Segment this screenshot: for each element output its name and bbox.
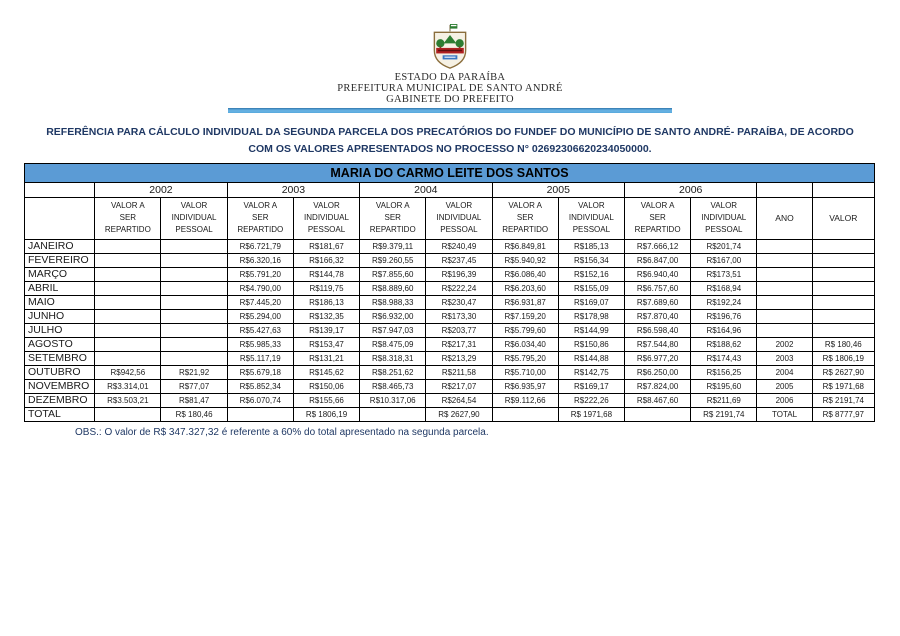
col-header-pessoal bbox=[426, 197, 492, 239]
col-header-line: VALOR bbox=[445, 201, 473, 211]
value-cell: R$5.710,00 bbox=[492, 365, 558, 379]
col-header-line: SER bbox=[649, 213, 666, 223]
value-cell: R$6.203,60 bbox=[492, 281, 558, 295]
col-header-pessoal bbox=[293, 197, 359, 239]
month-row bbox=[25, 267, 875, 281]
precatorio-table-body bbox=[25, 239, 875, 421]
col-header-line: VALOR bbox=[313, 201, 340, 211]
value-cell: R$196,76 bbox=[691, 309, 757, 323]
valor-cell bbox=[812, 253, 874, 267]
value-cell: R$222,26 bbox=[558, 393, 624, 407]
value-cell: R$5.985,33 bbox=[227, 337, 293, 351]
empty-cell bbox=[757, 182, 812, 197]
col-header-repartido bbox=[624, 197, 690, 239]
col-header-line: PESSOAL bbox=[440, 225, 478, 235]
value-cell: R$6.935,97 bbox=[492, 379, 558, 393]
year-header-2002: 2002 bbox=[95, 182, 227, 197]
year-header-2005: 2005 bbox=[492, 182, 624, 197]
col-header-line: VALOR A bbox=[111, 201, 145, 211]
value-cell: R$7.870,40 bbox=[624, 309, 690, 323]
value-cell: R$ 2627,90 bbox=[426, 407, 492, 421]
col-header-line: INDIVIDUAL bbox=[304, 213, 349, 223]
value-cell: R$169,17 bbox=[558, 379, 624, 393]
value-cell: R$201,74 bbox=[691, 239, 757, 253]
col-header-line: REPARTIDO bbox=[502, 225, 549, 235]
value-cell: R$173,30 bbox=[426, 309, 492, 323]
value-cell: R$145,62 bbox=[293, 365, 359, 379]
row-label: MARÇO bbox=[25, 267, 95, 281]
row-label: OUTUBRO bbox=[25, 365, 95, 379]
value-cell: R$7.855,60 bbox=[360, 267, 426, 281]
value-cell: R$217,31 bbox=[426, 337, 492, 351]
value-cell: R$942,56 bbox=[95, 365, 161, 379]
col-header-line: INDIVIDUAL bbox=[568, 213, 614, 223]
value-cell: R$132,35 bbox=[293, 309, 359, 323]
value-cell: R$188,62 bbox=[691, 337, 757, 351]
valor-cell bbox=[812, 323, 874, 337]
col-header-line: VALOR A bbox=[508, 201, 542, 211]
value-cell: R$ 2191,74 bbox=[691, 407, 757, 421]
value-cell bbox=[95, 281, 161, 295]
value-cell: R$150,86 bbox=[558, 337, 624, 351]
row-label: MAIO bbox=[25, 295, 95, 309]
row-label: FEVEREIRO bbox=[25, 253, 95, 267]
value-cell bbox=[95, 407, 161, 421]
col-header-line: PESSOAL bbox=[572, 225, 611, 235]
valor-cell: R$ 180,46 bbox=[812, 337, 874, 351]
value-cell: R$3.503,21 bbox=[95, 393, 161, 407]
valor-cell: R$ 1971,68 bbox=[812, 379, 874, 393]
value-cell: R$195,60 bbox=[691, 379, 757, 393]
value-cell: R$150,06 bbox=[293, 379, 359, 393]
month-row bbox=[25, 239, 875, 253]
value-cell bbox=[95, 351, 161, 365]
value-cell: R$8.465,73 bbox=[360, 379, 426, 393]
value-cell: R$7.947,03 bbox=[360, 323, 426, 337]
value-cell: R$153,47 bbox=[293, 337, 359, 351]
value-cell: R$155,66 bbox=[293, 393, 359, 407]
ano-cell bbox=[757, 309, 812, 323]
value-cell bbox=[161, 281, 227, 295]
person-name: MARIA DO CARMO LEITE DOS SANTOS bbox=[25, 163, 875, 182]
value-cell: R$6.847,00 bbox=[624, 253, 690, 267]
col-header-line: INDIVIDUAL bbox=[171, 213, 217, 223]
value-cell bbox=[161, 239, 227, 253]
month-row bbox=[25, 379, 875, 393]
value-cell: R$5.852,34 bbox=[227, 379, 293, 393]
value-cell bbox=[624, 407, 690, 421]
value-cell: R$144,88 bbox=[558, 351, 624, 365]
col-header-repartido bbox=[95, 197, 161, 239]
col-header-line: INDIVIDUAL bbox=[436, 213, 482, 223]
col-header-line: REPARTIDO bbox=[634, 225, 681, 235]
value-cell: R$9.112,66 bbox=[492, 393, 558, 407]
col-header-line: SER bbox=[516, 213, 534, 223]
valor-cell: R$ 2191,74 bbox=[812, 393, 874, 407]
ano-cell: 2003 bbox=[757, 351, 812, 365]
value-cell: R$8.475,09 bbox=[360, 337, 426, 351]
value-cell: R$237,45 bbox=[426, 253, 492, 267]
col-header-line: VALOR A bbox=[243, 201, 278, 211]
row-label: JULHO bbox=[25, 323, 95, 337]
value-cell: R$8.251,62 bbox=[360, 365, 426, 379]
ano-cell: TOTAL bbox=[757, 407, 812, 421]
value-cell: R$6.320,16 bbox=[227, 253, 293, 267]
row-label: NOVEMBRO bbox=[25, 379, 95, 393]
year-header-2004: 2004 bbox=[360, 182, 492, 197]
value-cell: R$5.791,20 bbox=[227, 267, 293, 281]
value-cell: R$203,77 bbox=[426, 323, 492, 337]
value-cell: R$6.977,20 bbox=[624, 351, 690, 365]
value-cell: R$7.689,60 bbox=[624, 295, 690, 309]
col-header-repartido bbox=[360, 197, 426, 239]
value-cell: R$21,92 bbox=[161, 365, 227, 379]
value-cell: R$156,25 bbox=[691, 365, 757, 379]
year-header-2003: 2003 bbox=[227, 182, 359, 197]
value-cell bbox=[95, 239, 161, 253]
value-cell: R$7.544,80 bbox=[624, 337, 690, 351]
ano-cell: 2004 bbox=[757, 365, 812, 379]
month-row bbox=[25, 281, 875, 295]
coat-of-arms-icon bbox=[427, 24, 473, 70]
value-cell bbox=[161, 337, 227, 351]
column-header-row bbox=[25, 197, 875, 239]
value-cell bbox=[161, 323, 227, 337]
value-cell: R$169,07 bbox=[558, 295, 624, 309]
col-header-line: SER bbox=[384, 213, 401, 223]
valor-cell bbox=[812, 295, 874, 309]
valor-cell: R$ 8777,97 bbox=[812, 407, 874, 421]
value-cell: R$6.034,40 bbox=[492, 337, 558, 351]
value-cell: R$131,21 bbox=[293, 351, 359, 365]
col-header-line: VALOR A bbox=[375, 201, 410, 211]
value-cell: R$156,34 bbox=[558, 253, 624, 267]
value-cell: R$6.849,81 bbox=[492, 239, 558, 253]
col-header-valor: VALOR bbox=[812, 197, 874, 239]
value-cell: R$196,39 bbox=[426, 267, 492, 281]
empty-cell bbox=[812, 182, 874, 197]
col-header-line: REPARTIDO bbox=[237, 225, 284, 235]
ano-cell bbox=[757, 239, 812, 253]
letterhead bbox=[0, 24, 900, 113]
month-row bbox=[25, 253, 875, 267]
col-header-line: PESSOAL bbox=[705, 225, 743, 235]
value-cell: R$3.314,01 bbox=[95, 379, 161, 393]
valor-cell bbox=[812, 267, 874, 281]
col-header-pessoal bbox=[691, 197, 757, 239]
row-label: AGOSTO bbox=[25, 337, 95, 351]
org-line-office: GABINETE DO PREFEITO bbox=[386, 94, 514, 106]
value-cell: R$5.294,00 bbox=[227, 309, 293, 323]
value-cell: R$7.445,20 bbox=[227, 295, 293, 309]
value-cell: R$6.250,00 bbox=[624, 365, 690, 379]
value-cell: R$6.086,40 bbox=[492, 267, 558, 281]
value-cell: R$5.799,60 bbox=[492, 323, 558, 337]
value-cell: R$211,58 bbox=[426, 365, 492, 379]
value-cell: R$264,54 bbox=[426, 393, 492, 407]
value-cell: R$6.931,87 bbox=[492, 295, 558, 309]
row-label: DEZEMBRO bbox=[25, 393, 95, 407]
document-title: REFERÊNCIA PARA CÁLCULO INDIVIDUAL DA SEGUNDA PARCELA DOS PRECATÓRIOS DO FUNDEF DO MUNICÍPIO DE SANTO ANDRÉ- PARAÍBA, DE ACORDO COM OS VALORES APRESENTADOS NO PROCESSO N° 02692306620234050000. bbox=[46, 126, 854, 155]
value-cell: R$222,24 bbox=[426, 281, 492, 295]
month-row bbox=[25, 309, 875, 323]
value-cell bbox=[95, 295, 161, 309]
ano-cell bbox=[757, 295, 812, 309]
value-cell: R$173,51 bbox=[691, 267, 757, 281]
value-cell: R$6.070,74 bbox=[227, 393, 293, 407]
ano-cell: 2006 bbox=[757, 393, 812, 407]
value-cell bbox=[161, 253, 227, 267]
value-cell: R$5.940,92 bbox=[492, 253, 558, 267]
row-label: JANEIRO bbox=[25, 239, 95, 253]
value-cell: R$5.427,63 bbox=[227, 323, 293, 337]
row-label: SETEMBRO bbox=[25, 351, 95, 365]
value-cell: R$6.940,40 bbox=[624, 267, 690, 281]
ano-cell: 2002 bbox=[757, 337, 812, 351]
value-cell: R$181,67 bbox=[293, 239, 359, 253]
value-cell: R$164,96 bbox=[691, 323, 757, 337]
value-cell: R$211,69 bbox=[691, 393, 757, 407]
value-cell: R$5.117,19 bbox=[227, 351, 293, 365]
value-cell: R$174,43 bbox=[691, 351, 757, 365]
value-cell: R$9.260,55 bbox=[360, 253, 426, 267]
value-cell: R$230,47 bbox=[426, 295, 492, 309]
value-cell bbox=[492, 407, 558, 421]
year-header-row bbox=[25, 182, 875, 197]
col-header-pessoal bbox=[558, 197, 624, 239]
col-header-repartido bbox=[492, 197, 558, 239]
value-cell: R$6.932,00 bbox=[360, 309, 426, 323]
value-cell: R$167,00 bbox=[691, 253, 757, 267]
value-cell: R$152,16 bbox=[558, 267, 624, 281]
value-cell: R$192,24 bbox=[691, 295, 757, 309]
row-label: JUNHO bbox=[25, 309, 95, 323]
value-cell: R$139,17 bbox=[293, 323, 359, 337]
value-cell: R$142,75 bbox=[558, 365, 624, 379]
value-cell bbox=[161, 295, 227, 309]
header-divider bbox=[228, 108, 672, 113]
month-row bbox=[25, 365, 875, 379]
value-cell bbox=[95, 253, 161, 267]
row-label: ABRIL bbox=[25, 281, 95, 295]
value-cell: R$ 1806,19 bbox=[293, 407, 359, 421]
value-cell: R$8.318,31 bbox=[360, 351, 426, 365]
value-cell: R$144,99 bbox=[558, 323, 624, 337]
col-header-line: INDIVIDUAL bbox=[701, 213, 747, 223]
month-row bbox=[25, 323, 875, 337]
valor-cell: R$ 2627,90 bbox=[812, 365, 874, 379]
value-cell: R$186,13 bbox=[293, 295, 359, 309]
value-cell: R$8.889,60 bbox=[360, 281, 426, 295]
ano-cell bbox=[757, 253, 812, 267]
value-cell: R$7.824,00 bbox=[624, 379, 690, 393]
empty-cell bbox=[25, 182, 95, 197]
ano-cell bbox=[757, 267, 812, 281]
col-header-line: REPARTIDO bbox=[104, 225, 151, 235]
month-row bbox=[25, 337, 875, 351]
value-cell: R$144,78 bbox=[293, 267, 359, 281]
col-header-line: VALOR A bbox=[640, 201, 675, 211]
value-cell: R$6.721,79 bbox=[227, 239, 293, 253]
empty-cell bbox=[25, 197, 95, 239]
value-cell: R$81,47 bbox=[161, 393, 227, 407]
row-label: TOTAL bbox=[25, 407, 95, 421]
valor-cell: R$ 1806,19 bbox=[812, 351, 874, 365]
col-header-line: SER bbox=[119, 213, 137, 223]
value-cell bbox=[95, 337, 161, 351]
col-header-repartido bbox=[227, 197, 293, 239]
value-cell: R$ 1971,68 bbox=[558, 407, 624, 421]
valor-cell bbox=[812, 239, 874, 253]
value-cell: R$213,29 bbox=[426, 351, 492, 365]
ano-cell: 2005 bbox=[757, 379, 812, 393]
value-cell: R$7.159,20 bbox=[492, 309, 558, 323]
footnote-obs: OBS.: O valor de R$ 347.327,32 é referente a 60% do total apresentado na segunda parcela. bbox=[75, 426, 489, 438]
value-cell: R$4.790,00 bbox=[227, 281, 293, 295]
value-cell: R$185,13 bbox=[558, 239, 624, 253]
value-cell: R$6.598,40 bbox=[624, 323, 690, 337]
value-cell: R$166,32 bbox=[293, 253, 359, 267]
col-header-line: VALOR bbox=[710, 201, 738, 211]
month-row bbox=[25, 351, 875, 365]
org-line-state: ESTADO DA PARAÍBA bbox=[394, 72, 506, 83]
valor-cell bbox=[812, 309, 874, 323]
col-header-line: PESSOAL bbox=[307, 225, 346, 235]
month-row bbox=[25, 393, 875, 407]
value-cell: R$10.317,06 bbox=[360, 393, 426, 407]
year-header-2006: 2006 bbox=[624, 182, 756, 197]
ano-cell bbox=[757, 323, 812, 337]
value-cell: R$6.757,60 bbox=[624, 281, 690, 295]
value-cell: R$155,09 bbox=[558, 281, 624, 295]
value-cell: R$9.379,11 bbox=[360, 239, 426, 253]
col-header-line: PESSOAL bbox=[175, 225, 213, 235]
value-cell: R$8.988,33 bbox=[360, 295, 426, 309]
value-cell bbox=[161, 267, 227, 281]
value-cell bbox=[95, 267, 161, 281]
value-cell: R$178,98 bbox=[558, 309, 624, 323]
org-line-municipality: PREFEITURA MUNICIPAL DE SANTO ANDRÉ bbox=[337, 83, 563, 95]
col-header-line: VALOR bbox=[180, 201, 208, 211]
month-row bbox=[25, 295, 875, 309]
precatorio-table bbox=[24, 163, 875, 422]
value-cell: R$8.467,60 bbox=[624, 393, 690, 407]
value-cell: R$5.679,18 bbox=[227, 365, 293, 379]
value-cell: R$240,49 bbox=[426, 239, 492, 253]
value-cell: R$ 180,46 bbox=[161, 407, 227, 421]
col-header-line: REPARTIDO bbox=[369, 225, 416, 235]
total-row bbox=[25, 407, 875, 421]
value-cell bbox=[227, 407, 293, 421]
col-header-pessoal bbox=[161, 197, 227, 239]
value-cell bbox=[360, 407, 426, 421]
value-cell bbox=[95, 309, 161, 323]
col-header-line: SER bbox=[252, 213, 269, 223]
col-header-ano: ANO bbox=[757, 197, 812, 239]
value-cell: R$119,75 bbox=[293, 281, 359, 295]
name-band-row bbox=[25, 163, 875, 182]
col-header-line: VALOR bbox=[578, 201, 605, 211]
value-cell: R$5.795,20 bbox=[492, 351, 558, 365]
value-cell: R$168,94 bbox=[691, 281, 757, 295]
value-cell bbox=[161, 309, 227, 323]
value-cell: R$77,07 bbox=[161, 379, 227, 393]
value-cell bbox=[161, 351, 227, 365]
value-cell bbox=[95, 323, 161, 337]
value-cell: R$7.666,12 bbox=[624, 239, 690, 253]
value-cell: R$217,07 bbox=[426, 379, 492, 393]
ano-cell bbox=[757, 281, 812, 295]
valor-cell bbox=[812, 281, 874, 295]
